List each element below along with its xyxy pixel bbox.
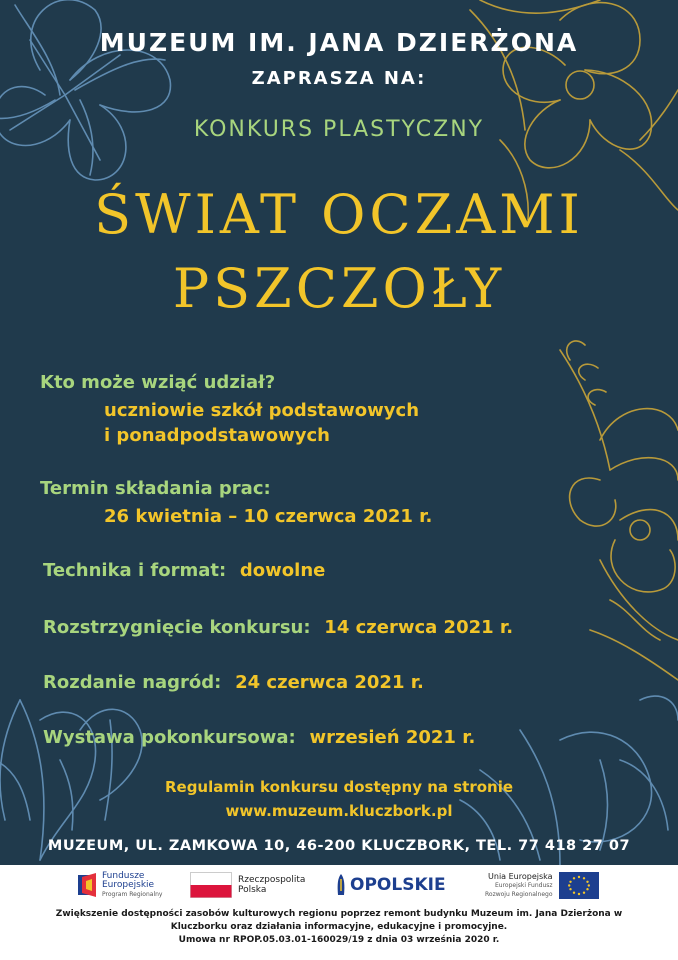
fundusze-europejskie-logo xyxy=(78,869,162,901)
address: MUZEUM, UL. ZAMKOWA 10, 46-200 KLUCZBORK, TEL. 77 418 27 07 xyxy=(47,838,631,854)
rp-line-2: Polska xyxy=(238,885,267,895)
results-label: Rozstrzygnięcie konkursu: xyxy=(43,617,311,638)
awards-row xyxy=(43,672,424,693)
footer xyxy=(0,865,678,960)
fe-line-2: Europejskie xyxy=(102,879,155,890)
opolskie-emblem-icon xyxy=(335,873,347,897)
ue-line-1: Unia Europejska xyxy=(488,871,553,881)
fe-line-1: Fundusze xyxy=(102,870,145,881)
technique-value: dowolne xyxy=(239,560,326,581)
footer-line-1: Zwiększenie dostępności zasobów kulturowych regionu poprzez remont budynku Muzeum im. Jana Dzierżona w xyxy=(55,909,623,919)
results-value: 14 czerwca 2021 r. xyxy=(324,617,514,638)
who-value-line-1: uczniowie szkół podstawowych xyxy=(104,400,420,421)
title-line-1: ŚWIAT OCZAMI xyxy=(94,183,584,246)
ue-line-2: Europejski Fundusz xyxy=(494,881,553,889)
exhibition-row xyxy=(43,727,475,748)
who-value-line-2: i ponadpodstawowych xyxy=(104,425,330,446)
deadline-label: Termin składania prac: xyxy=(40,478,271,499)
deadline-value: 26 kwietnia – 10 czerwca 2021 r. xyxy=(104,506,433,527)
results-row xyxy=(43,617,513,638)
footer-line-3: Umowa nr RPOP.05.03.01-160029/19 z dnia 03 września 2020 r. xyxy=(178,935,500,945)
who-label: Kto może wziąć udział? xyxy=(40,372,276,393)
eu-flag-icon xyxy=(559,872,599,899)
museum-name: MUZEUM IM. JANA DZIERŻONA xyxy=(99,28,579,57)
ue-line-3: Rozwoju Regionalnego xyxy=(485,890,553,898)
opolskie-text: OPOLSKIE xyxy=(350,875,446,895)
title-line-2: PSZCZOŁY xyxy=(172,257,506,320)
fe-star-icon xyxy=(78,871,98,899)
rules-url[interactable]: www.muzeum.kluczbork.pl xyxy=(225,802,453,820)
invites-text: ZAPRASZA NA: xyxy=(251,68,427,89)
fe-line-3: Program Regionalny xyxy=(102,890,163,898)
polish-flag-icon xyxy=(190,872,232,898)
contest-type: KONKURS PLASTYCZNY xyxy=(193,117,485,142)
opolskie-logo xyxy=(335,869,446,901)
unia-europejska-logo xyxy=(485,869,599,901)
right-flower xyxy=(560,341,678,680)
footer-line-2: Kluczborku oraz działania informacyjne, edukacyjne i promocyjne. xyxy=(170,922,508,932)
logo-bar xyxy=(0,865,678,905)
top-left-flower xyxy=(0,0,170,180)
technique-row xyxy=(43,560,325,581)
awards-label: Rozdanie nagród: xyxy=(43,672,222,693)
exhibition-value: wrzesień 2021 r. xyxy=(309,727,476,748)
rp-line-1: Rzeczpospolita xyxy=(238,875,306,885)
awards-value: 24 czerwca 2021 r. xyxy=(235,672,424,693)
rules-text: Regulamin konkursu dostępny na stronie xyxy=(164,778,514,796)
exhibition-label: Wystawa pokonkursowa: xyxy=(43,727,296,748)
rzeczpospolita-logo xyxy=(190,869,305,901)
technique-label: Technika i format: xyxy=(43,560,227,581)
